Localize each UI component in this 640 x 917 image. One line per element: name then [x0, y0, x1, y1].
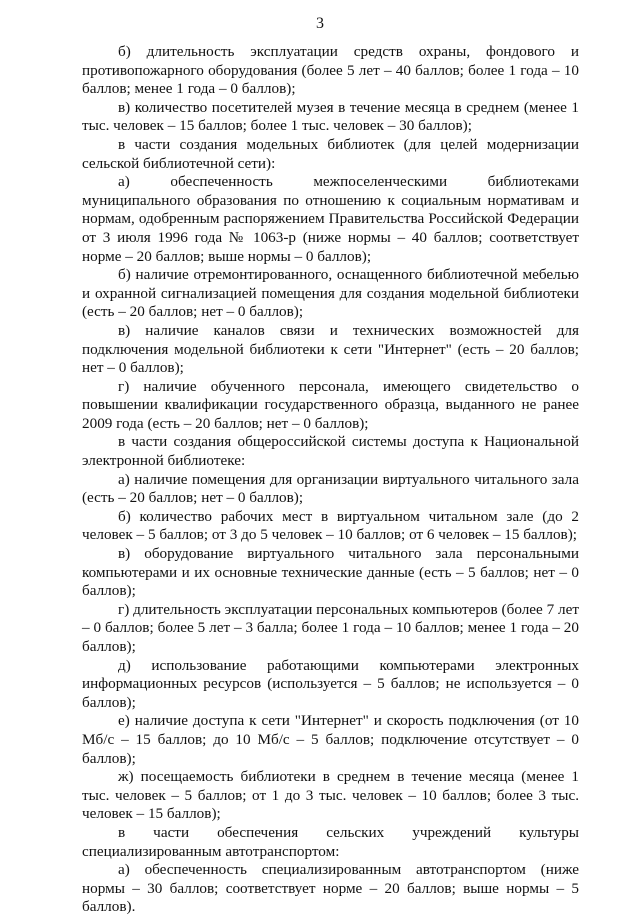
paragraph-renovated-premises: б) наличие отремонтированного, оснащенного библиотечной мебелью и охранной сигнализацией помещения для создания модельной библиотеки (есть – 20 баллов; нет – 0 баллов);: [82, 266, 579, 321]
document-body: [82, 43, 579, 917]
paragraph-transport-provision: а) обеспеченность специализированным автотранспортом (ниже нормы – 30 баллов; соответствует норме – 20 баллов; выше нормы – 5 баллов).: [82, 861, 579, 916]
paragraph-computer-equipment: в) оборудование виртуального читального зала персональными компьютерами и их основные технические данные (есть – 5 баллов; нет – 0 баллов);: [82, 545, 579, 600]
paragraph-museum-visitors: в) количество посетителей музея в течение месяца в среднем (менее 1 тыс. человек – 15 баллов; более 1 тыс. человек – 30 баллов);: [82, 98, 579, 135]
paragraph-internet-channels: в) наличие каналов связи и технических возможностей для подключения модельной библиотеки к сети "Интернет" (есть – 20 баллов; нет – 0 баллов);: [82, 321, 579, 377]
paragraph-museum-equipment-age: б) длительность эксплуатации средств охраны, фондового и противопожарного оборудования (более 5 лет – 40 баллов; более 1 года – 10 баллов; менее 1 года – 0 баллов);: [82, 43, 579, 98]
page-number: 3: [316, 15, 324, 32]
paragraph-workstations-count: б) количество рабочих мест в виртуальном читальном зале (до 2 человек – 5 баллов; от 3 до 5 человек – 10 баллов; от 6 человек – 15 баллов);: [82, 507, 579, 544]
paragraph-trained-staff: г) наличие обученного персонала, имеющего свидетельство о повышении квалификации государственного образца, выданного не ранее 2009 года (есть – 20 баллов; нет – 0 баллов);: [82, 377, 579, 432]
paragraph-library-provision: а) обеспеченность межпоселенческими библиотеками муниципального образования по отношению к социальным нормативам и нормам, одобренным распоряжением Правительства Российской Федерации от 3 июля 1996 года № 1063-р (ниже нормы – 40 баллов; соответствует норме – 20 баллов; выше нормы – 0 баллов);: [82, 173, 579, 265]
paragraph-library-attendance: ж) посещаемость библиотеки в среднем в течение месяца (менее 1 тыс. человек – 5 баллов; от 1 до 3 тыс. человек – 10 баллов; более 3 тыс. человек – 15 баллов);: [82, 768, 579, 823]
paragraph-transport-heading: в части обеспечения сельских учреждений культуры специализированным автотранспортом:: [82, 823, 579, 860]
paragraph-virtual-hall-premises: а) наличие помещения для организации виртуального читального зала (есть – 20 баллов; нет – 0 баллов);: [82, 470, 579, 507]
paragraph-model-libraries-heading: в части создания модельных библиотек (для целей модернизации сельской библиотечной сети):: [82, 135, 579, 172]
paragraph-internet-speed: е) наличие доступа к сети "Интернет" и скорость подключения (от 10 Мб/с – 15 баллов; до 10 Мб/с – 5 баллов; подключение отсутствует – 0 баллов);: [82, 712, 579, 767]
paragraph-electronic-resources: д) использование работающими компьютерами электронных информационных ресурсов (используется – 5 баллов; не используется – 0 баллов);: [82, 656, 579, 711]
paragraph-national-library-heading: в части создания общероссийской системы доступа к Национальной электронной библиотеке:: [82, 433, 579, 470]
paragraph-computer-age: г) длительность эксплуатации персональных компьютеров (более 7 лет – 0 баллов; более 5 лет – 3 балла; более 1 года – 10 баллов; менее 1 года – 20 баллов);: [82, 600, 579, 655]
